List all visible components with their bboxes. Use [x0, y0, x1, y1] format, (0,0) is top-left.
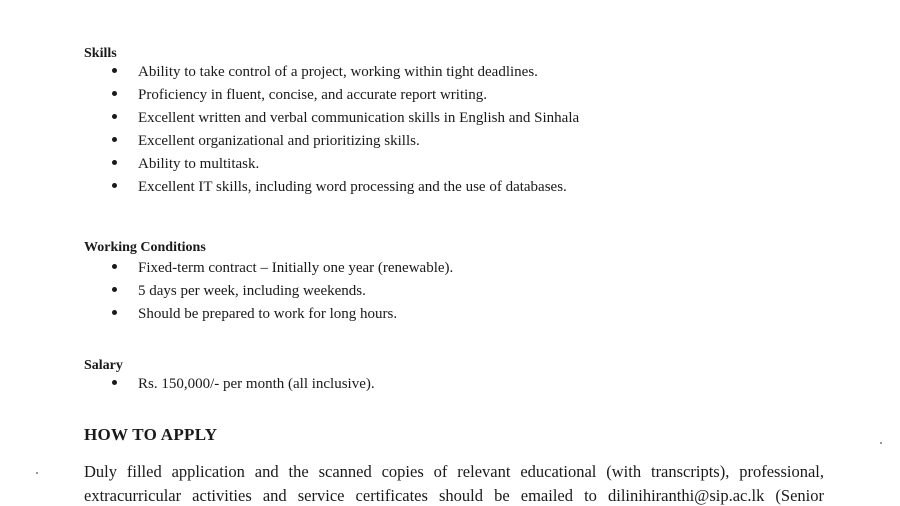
- scan-speck: [36, 472, 38, 474]
- salary-heading: Salary: [84, 358, 123, 373]
- working-conditions-heading: Working Conditions: [84, 240, 206, 255]
- bullet-icon: [112, 137, 117, 142]
- how-to-apply-heading: HOW TO APPLY: [84, 425, 218, 444]
- skills-heading: Skills: [84, 46, 117, 61]
- application-paragraph-line-2: extracurricular activities and service certificates should be emailed to dilinihiranthi@sip.ac.lk (Senior: [84, 486, 824, 505]
- bullet-icon: [112, 160, 117, 165]
- bullet-icon: [112, 310, 117, 315]
- bullet-icon: [112, 68, 117, 73]
- scan-speck: [880, 442, 882, 444]
- bullet-icon: [112, 264, 117, 269]
- bullet-icon: [112, 91, 117, 96]
- bullet-icon: [112, 114, 117, 119]
- bullet-icon: [112, 287, 117, 292]
- bullet-icon: [112, 380, 117, 385]
- bullet-icon: [112, 183, 117, 188]
- document-page: Skills Ability to take control of a project, working within tight deadlines. Proficiency in fluent, concise, and accurate report writing. Excellent written and verbal communication skills in English and Sinhala Excellent organizational and prioritizing skills. Ability to multitask. Excellent IT skills, including word processing and the use of databases. Working Conditions Fixed-term contract – Initially one year (renewable). 5 days per week, including weekends. Should be prepared to work for long hours. Salary Rs. 150,000/- per month (all inclusive). HOW TO APPLY Duly filled application and the scanned copies of relevant educational (with transcripts), professional, extracurricular activities and service certificates should be emailed to dilinihiranthi@sip.ac.lk (Senior: [0, 0, 900, 500]
- application-paragraph-line-1: Duly filled application and the scanned copies of relevant educational (with transcripts), professional,: [84, 462, 824, 481]
